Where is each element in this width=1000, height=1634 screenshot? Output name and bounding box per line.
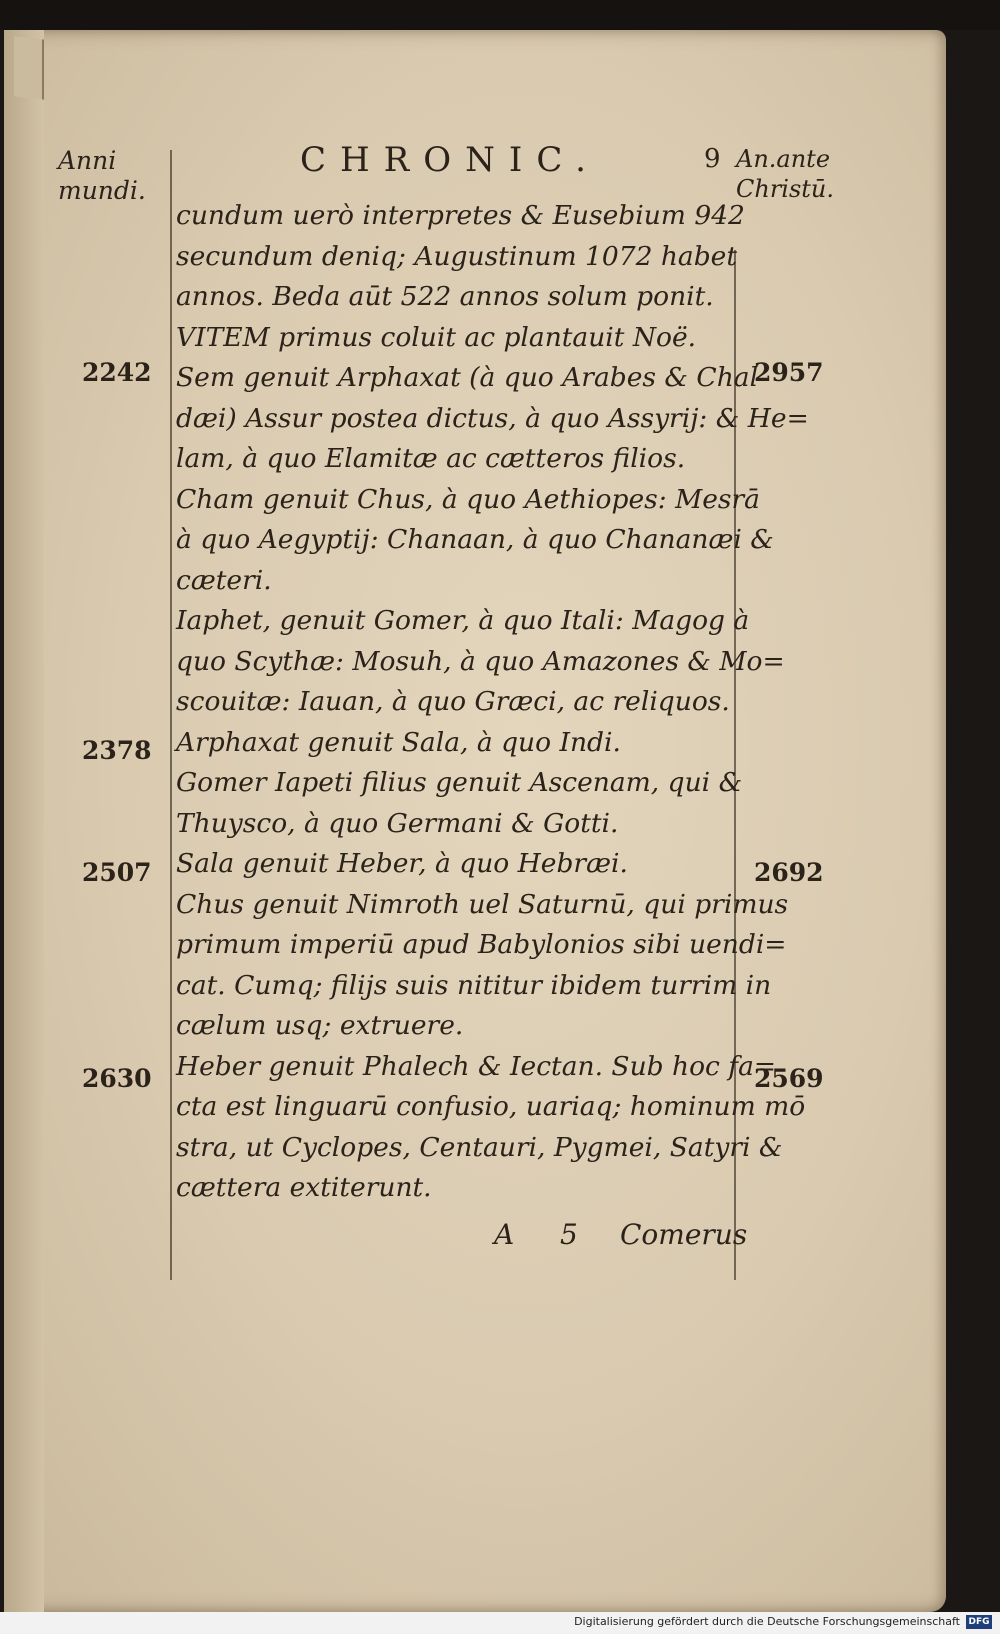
text-line: cundum uerò interpretes & Eusebium 942 (176, 200, 745, 231)
text-line: Thuysco, à quo Germani & Gotti. (176, 807, 619, 839)
text-line: lam, à quo Elamitæ ac cætteros filios. (176, 443, 686, 474)
signature-mark: A (494, 1218, 515, 1251)
header-ante-christum (736, 146, 834, 206)
digitization-footer (0, 1612, 1000, 1634)
header-anni-mundi (58, 146, 146, 206)
text-line: stra, ut Cyclopes, Centauri, Pygmei, Satyri & (176, 1131, 783, 1163)
header-left-line-1: Anni (58, 146, 117, 175)
text-line: cta est linguarū confusio, uariaq; hominum mō (176, 1091, 806, 1122)
text-line: Sala genuit Heber, à quo Hebræi. (176, 848, 628, 879)
header-left-line-2: mundi. (58, 176, 146, 205)
text-line: cælum usq; extruere. (176, 1010, 464, 1041)
text-line: VITEM primus coluit ac plantauit Noë. (176, 321, 697, 353)
text-line: Sem genuit Arphaxat (à quo Arabes & Chal (176, 362, 759, 393)
year-mundi: 2507 (82, 858, 152, 887)
text-line: secundum deniq; Augustinum 1072 habet (176, 240, 738, 272)
text-line: Heber genuit Phalech & Iectan. Sub hoc fa= (176, 1050, 777, 1082)
folio-number: 9 (704, 144, 721, 174)
text-line: scouitæ: Iauan, à quo Græci, ac reliquos. (176, 686, 730, 717)
text-line: quo Scythæ: Mosuh, à quo Amazones & Mo= (176, 645, 785, 677)
year-ante-christum: 2569 (754, 1064, 824, 1093)
dfg-logo: DFG (966, 1615, 992, 1629)
text-line: dæi) Assur postea dictus, à quo Assyrij: & He= (176, 402, 809, 434)
text-line: cat. Cumq; filijs suis nititur ibidem turrim in (176, 969, 772, 1001)
text-line: Arphaxat genuit Sala, à quo Indi. (176, 726, 621, 758)
text-line: primum imperiū apud Babylonios sibi uendi= (176, 929, 787, 960)
text-line: annos. Beda aūt 522 annos solum ponit. (176, 281, 714, 312)
year-mundi: 2630 (82, 1064, 152, 1093)
year-ante-christum: 2692 (754, 858, 824, 887)
text-line: à quo Aegyptij: Chanaan, à quo Chananæi & (176, 524, 774, 555)
scan-top-edge (0, 0, 1000, 30)
running-title: CHRONIC. (300, 140, 600, 180)
text-line: Cham genuit Chus, à quo Aethiopes: Mesrā (176, 483, 760, 515)
year-ante-christum: 2957 (754, 358, 824, 387)
page-gutter (4, 30, 44, 1612)
left-column-rule (170, 150, 172, 1280)
paper-tab (14, 36, 44, 99)
signature-number: 5 (560, 1218, 578, 1251)
funding-notice: Digitalisierung gefördert durch die Deutsche Forschungsgemeinschaft (574, 1615, 960, 1628)
catchword: Comerus (620, 1218, 748, 1251)
year-mundi: 2378 (82, 736, 152, 765)
header-right-line-1: An.ante (736, 145, 831, 173)
text-line: cæteri. (176, 564, 272, 596)
text-line: cættera extiterunt. (176, 1172, 432, 1203)
text-line: Iaphet, genuit Gomer, à quo Itali: Magog à (176, 605, 750, 636)
year-mundi: 2242 (82, 358, 152, 387)
text-line: Chus genuit Nimroth uel Saturnū, qui primus (176, 888, 789, 920)
text-line: Gomer Iapeti filius genuit Ascenam, qui & (176, 767, 743, 798)
header-right-line-2: Christū. (736, 175, 835, 203)
